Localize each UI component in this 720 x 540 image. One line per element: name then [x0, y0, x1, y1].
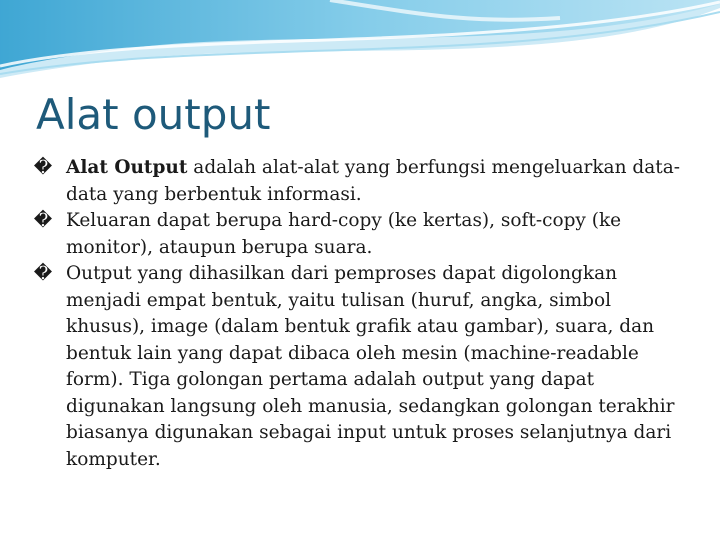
slide-title: Alat output	[36, 90, 271, 139]
list-item	[30, 208, 690, 261]
bold-term: Alat Output	[66, 157, 188, 178]
header-wave-decoration	[0, 0, 720, 90]
list-item-text: Output yang dihasilkan dari pemproses dapat digolongkan menjadi empat bentuk, yaitu tulisan (huruf, angka, simbol khusus), image (dalam bentuk grafik atau gambar), suara, dan bentuk lain yang dapat dibaca oleh mesin (machine-readable form). Tiga golongan pertama adalah output yang dapat digunakan langsung oleh manusia, sedangkan golongan terakhir biasanya digunakan sebagai input untuk proses selanjutnya dari komputer.	[66, 263, 675, 470]
bullet-icon: �	[33, 210, 53, 231]
list-item	[30, 261, 690, 473]
list-item-text: Keluaran dapat berupa hard-copy (ke kertas), soft-copy (ke monitor), ataupun berupa suara.	[66, 210, 622, 258]
list-item	[30, 155, 690, 208]
bullet-list	[30, 155, 690, 473]
bullet-icon: �	[33, 157, 53, 178]
bullet-icon: �	[33, 263, 53, 284]
list-item-text: adalah alat-alat yang berfungsi mengeluarkan data-data yang berbentuk informasi.	[66, 157, 680, 205]
